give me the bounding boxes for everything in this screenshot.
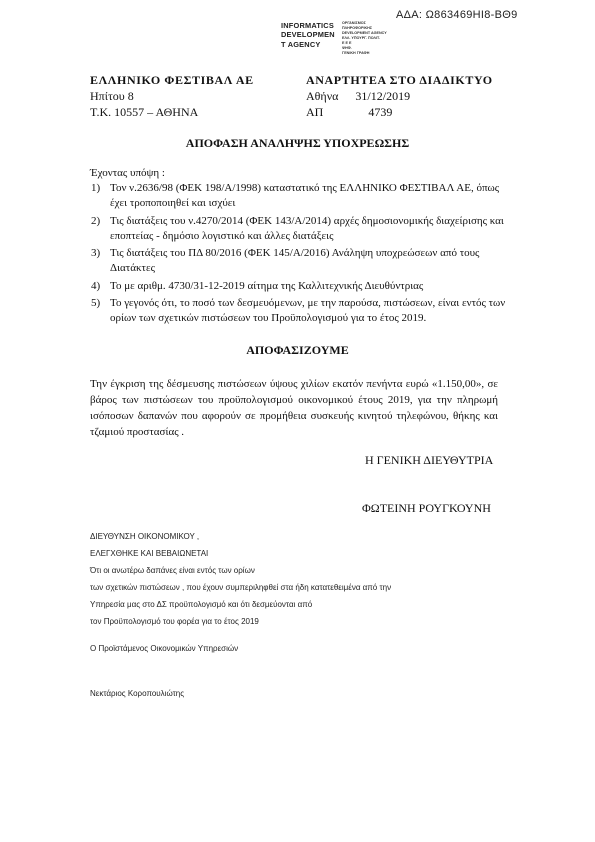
post-label: ΑΝΑΡΤΗΤΕΑ ΣΤΟ ΔΙΑΔΙΚΤΥΟ bbox=[306, 73, 493, 87]
logo-small-line: DEVELOPMENT AGENCY bbox=[342, 31, 387, 35]
item-text: Τον ν.2636/98 (ΦΕΚ 198/Α/1998) καταστατικό της ΕΛΛΗΝΙΚΟ ΦΕΣΤΙΒΑΛ ΑΕ, όπως έχει τροποποιηθεί και ισχύει bbox=[110, 182, 500, 210]
logo-small-line: Ε Ε Ε bbox=[342, 41, 352, 45]
consideration-item bbox=[90, 296, 510, 327]
doc-date: 31/12/2019 bbox=[355, 89, 411, 103]
item-text: Τις διατάξεις του ν.4270/2014 (ΦΕΚ 143/Α/2014) αρχές δημοσιονομικής διαχείρισης και εποπτείας - δημόσιο λογιστικό και άλλες διατάξεις bbox=[110, 214, 504, 242]
sender-street: Ηπίτου 8 bbox=[90, 89, 134, 103]
document-title: ΑΠΟΦΑΣΗ ΑΝΑΛΗΨΗΣ ΥΠΟΧΡΕΩΣΗΣ bbox=[185, 136, 410, 150]
post-block bbox=[306, 72, 493, 120]
ap-number: 4739 bbox=[368, 105, 393, 119]
item-number: 5) bbox=[91, 297, 101, 310]
item-text: Το γεγονός ότι, το ποσό των δεσμευόμενων, με την παρούσα, πιστώσεων, είναι εντός των ορίων των σχετικών πιστώσεων του Προϋπολογισμού για το έτος 2019. bbox=[110, 297, 506, 325]
item-number: 2) bbox=[91, 214, 101, 227]
logo-line: T AGENCY bbox=[281, 39, 321, 49]
intro-text: Έχοντας υπόψη : bbox=[90, 167, 165, 179]
sender-org: ΕΛΛΗΝΙΚΟ ΦΕΣΤΙΒΑΛ ΑΕ bbox=[90, 73, 254, 87]
consideration-item bbox=[90, 246, 510, 277]
ap-label: ΑΠ bbox=[306, 105, 324, 119]
logo-small-text bbox=[342, 21, 387, 56]
logo-small-line: ΨΗΦ. bbox=[342, 46, 352, 50]
finance-line: των σχετικών πιστώσεων , που έχουν συμπεριληφθεί στα ήδη κατατεθειμένα από την bbox=[90, 583, 392, 592]
logo-text bbox=[281, 21, 335, 49]
finance-block bbox=[90, 528, 391, 630]
item-number: 1) bbox=[91, 182, 101, 194]
item-text: Το με αριθμ. 4730/31-12-2019 αίτημα της Καλλιτεχνικής Διευθύντριας bbox=[110, 279, 424, 292]
consideration-item bbox=[90, 181, 510, 212]
ada-number: ΑΔΑ: Ω863469ΗΙ8-ΒΘ9 bbox=[396, 9, 518, 21]
decide-heading: ΑΠΟΦΑΣΙΖΟΥΜΕ bbox=[246, 343, 349, 357]
logo-small-line: ΠΛΗΡΟΦΟΡΙΚΗΣ bbox=[342, 26, 373, 30]
sender-block bbox=[90, 72, 254, 120]
signature-role: Η ΓΕΝΙΚΗ ΔΙΕΥΘΥΤΡΙΑ bbox=[365, 453, 494, 467]
finance-signer: Νεκτάριος Κοροπουλιώτης bbox=[90, 689, 185, 698]
item-number: 3) bbox=[91, 247, 101, 260]
considerations-list bbox=[90, 181, 510, 329]
logo-small-line: ΓΕΝΙΚΗ ΓΡΑΦΗ bbox=[342, 51, 370, 55]
finance-line: τον Προϋπολογισμό του φορέα για το έτος 2019 bbox=[90, 617, 259, 626]
consideration-item bbox=[90, 214, 510, 245]
logo-line: INFORMATICS bbox=[281, 21, 334, 30]
consideration-item bbox=[90, 279, 510, 294]
finance-line: ΔΙΕΥΘΥΝΣΗ ΟΙΚΟΝΟΜΙΚΟΥ , bbox=[90, 532, 200, 541]
finance-line: Ότι οι ανωτέρω δαπάνες είναι εντός των ορίων bbox=[90, 566, 255, 575]
item-text: Τις διατάξεις του ΠΔ 80/2016 (ΦΕΚ 145/Α/2016) Ανάληψη υποχρεώσεων από τους Διατάκτες bbox=[110, 247, 480, 275]
logo-line: DEVELOPMEN bbox=[281, 30, 335, 40]
finance-line: ΕΛΕΓΧΘΗΚΕ ΚΑΙ ΒΕΒΑΙΩΝΕΤΑΙ bbox=[90, 549, 209, 558]
logo-small-line: ΕΛΛ. ΥΠΟΥΡΓ. ΠΟΛΙΤ. bbox=[342, 36, 380, 40]
sender-city: Τ.Κ. 10557 – ΑΘΗΝΑ bbox=[90, 105, 199, 119]
finance-line: Υπηρεσία μας στο ΔΣ προϋπολογισμό και ότι δεσμεύονται από bbox=[90, 600, 313, 609]
item-number: 4) bbox=[91, 279, 101, 292]
decision-text: Την έγκριση της δέσμευσης πιστώσεων ύψους χιλίων εκατόν πενήντα ευρώ «1.150,00», σε βάρος των πιστώσεων του προϋπολογισμού οικονομικού έτους 2019, για την πληρωμή ισόποσων δαπανών που αφορούν σε προμήθεια συσκευής κινητού τηλεφώνου, θήκης και τζαμιού προστασίας . bbox=[90, 378, 498, 438]
finance-head: Ο Προϊστάμενος Οικονομικών Υπηρεσιών bbox=[90, 644, 239, 653]
date-label: Αθήνα bbox=[306, 89, 339, 103]
logo-small-line: ΟΡΓΑΝΙΣΜΟΣ bbox=[342, 21, 366, 25]
signature-name: ΦΩΤΕΙΝΗ ΡΟΥΓΚΟΥΝΗ bbox=[362, 501, 491, 515]
